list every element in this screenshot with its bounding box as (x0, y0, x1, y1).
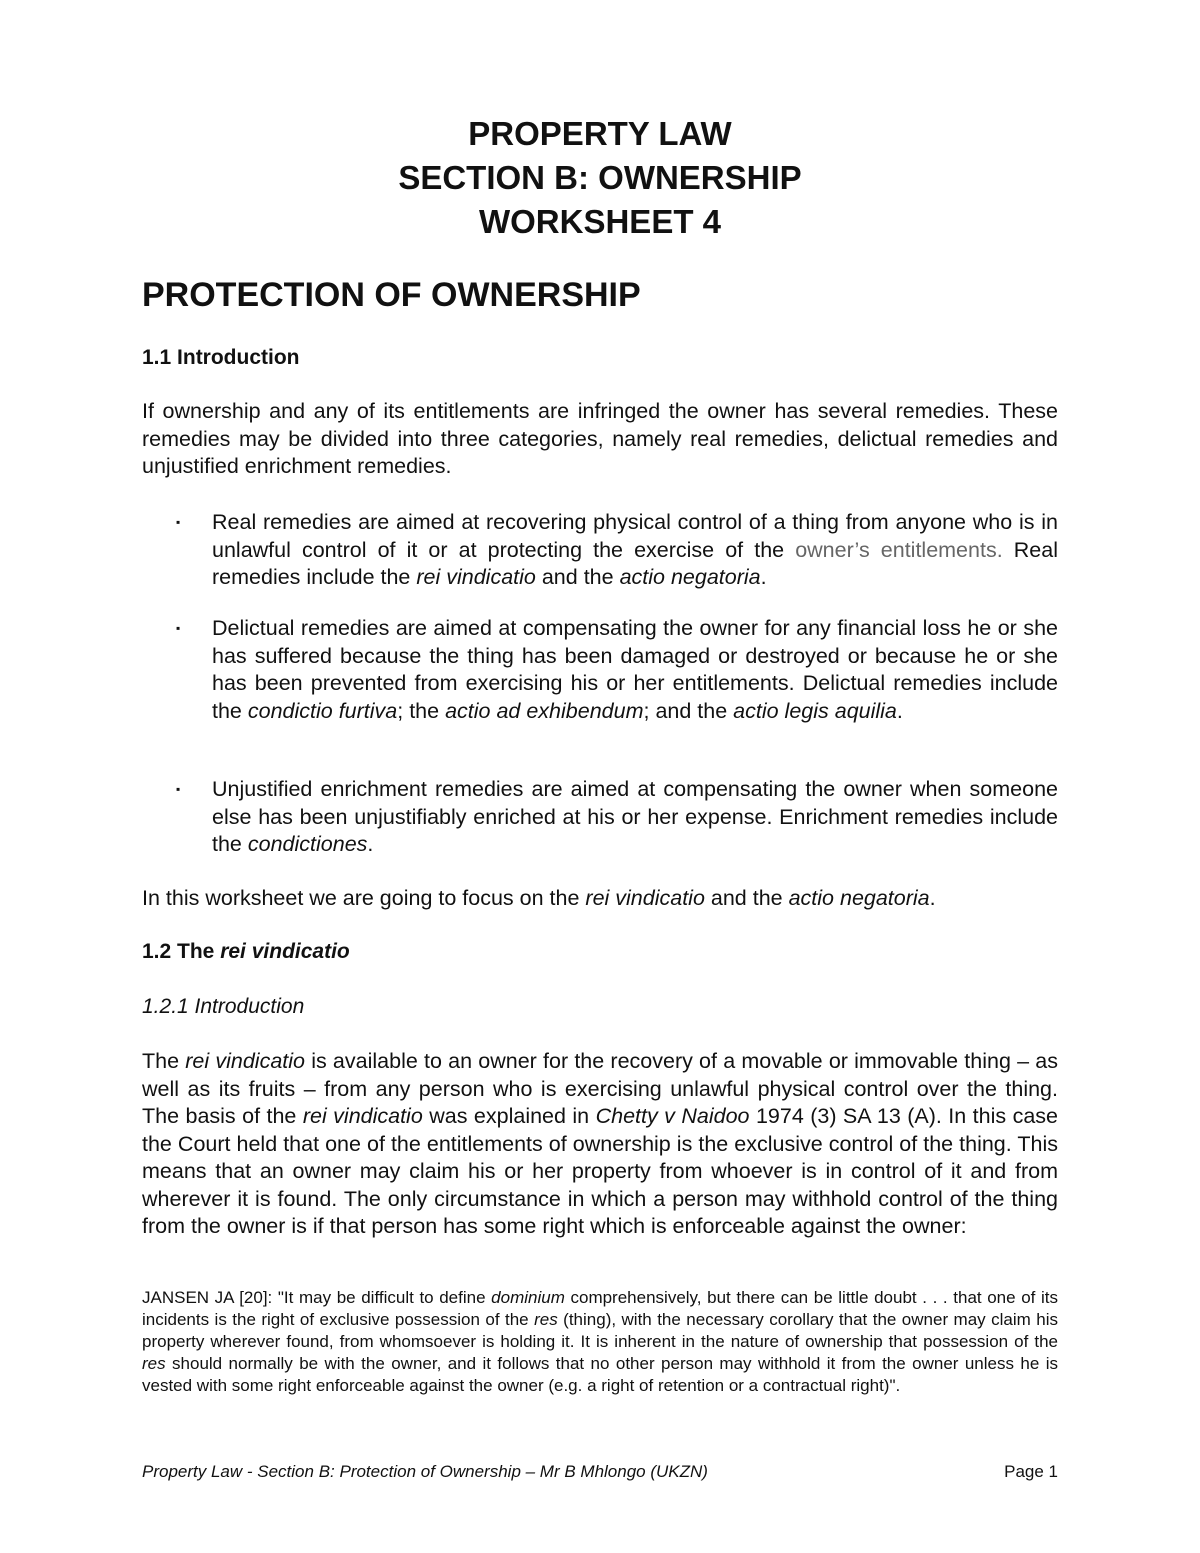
page-footer (142, 1462, 1058, 1482)
bullet-marker: ▪ (176, 782, 181, 796)
bullet-marker: ▪ (176, 621, 181, 635)
title-line-2: SECTION B: OWNERSHIP (398, 159, 802, 196)
bullet-enrichment-remedies (176, 776, 1058, 859)
section-heading-rei-vindicatio: 1.2 The rei vindicatio (142, 940, 350, 963)
rei-vindicatio-paragraph: The rei vindicatio is available to an owner for the recovery of a movable or immovable thing – as well as its fruits – from any person who is exercising unlawful physical control over the thing. The basis of the rei vindicatio was explained in Chetty v Naidoo 1974 (3) SA 13 (A). In this case the Court held that one of the entitlements of ownership is the exclusive control of the thing. This means that an owner may claim his or her property from whoever is in control of it and from wherever it is found. The only circumstance in which a person may withhold control of the thing from the owner is if that person has some right which is enforceable against the owner: (142, 1049, 1058, 1238)
main-heading: PROTECTION OF OWNERSHIP (142, 276, 641, 314)
subsection-heading: 1.2.1 Introduction (142, 995, 305, 1018)
intro-heading: 1.1 Introduction (142, 346, 300, 369)
document-title (0, 112, 1200, 244)
page-number: Page 1 (1004, 1462, 1058, 1481)
bullet-real-remedies (176, 509, 1058, 592)
focus-paragraph: In this worksheet we are going to focus on the rei vindicatio and the actio negatoria. (142, 886, 936, 910)
bullet-text: Delictual remedies are aimed at compensating the owner for any financial loss he or she has suffered because the thing has been damaged or destroyed or because he or she has been prevented from exercising his or her entitlements. Delictual remedies include the condictio furtiva; the actio ad exhibendum; and the actio legis aquilia. (212, 616, 1058, 723)
bullet-text: Real remedies are aimed at recovering physical control of a thing from anyone who is in unlawful control of it or at protecting the exercise of the owner’s entitlements. Real remedies include the rei vindicatio and the actio negatoria. (212, 510, 1058, 589)
title-line-1: PROPERTY LAW (468, 115, 732, 152)
bullet-marker: ▪ (176, 515, 181, 529)
bullet-text: Unjustified enrichment remedies are aimed at compensating the owner when someone else has been unjustifiably enriched at his or her expense. Enrichment remedies include the condictiones. (212, 777, 1058, 856)
footer-title: Property Law - Section B: Protection of Ownership – Mr B Mhlongo (UKZN) (142, 1462, 708, 1481)
intro-paragraph: If ownership and any of its entitlements are infringed the owner has several remedies. These remedies may be divided into three categories, namely real remedies, delictual remedies and unjustified enrichment remedies. (142, 399, 1058, 478)
title-line-3: WORKSHEET 4 (478, 203, 722, 240)
case-quote: JANSEN JA [20]: "It may be difficult to define dominium comprehensively, but there can be little doubt . . . that one of its incidents is the right of exclusive possession of the res (thing), with the necessary corollary that the owner may claim his property wherever found, from whomsoever is holding it. It is inherent in the nature of ownership that possession of the res should normally be with the owner, and it follows that no other person may withhold it from the owner unless he is vested with some right enforceable against the owner (e.g. a right of retention or a contractual right)". (142, 1288, 1058, 1395)
bullet-delictual-remedies (176, 615, 1058, 725)
